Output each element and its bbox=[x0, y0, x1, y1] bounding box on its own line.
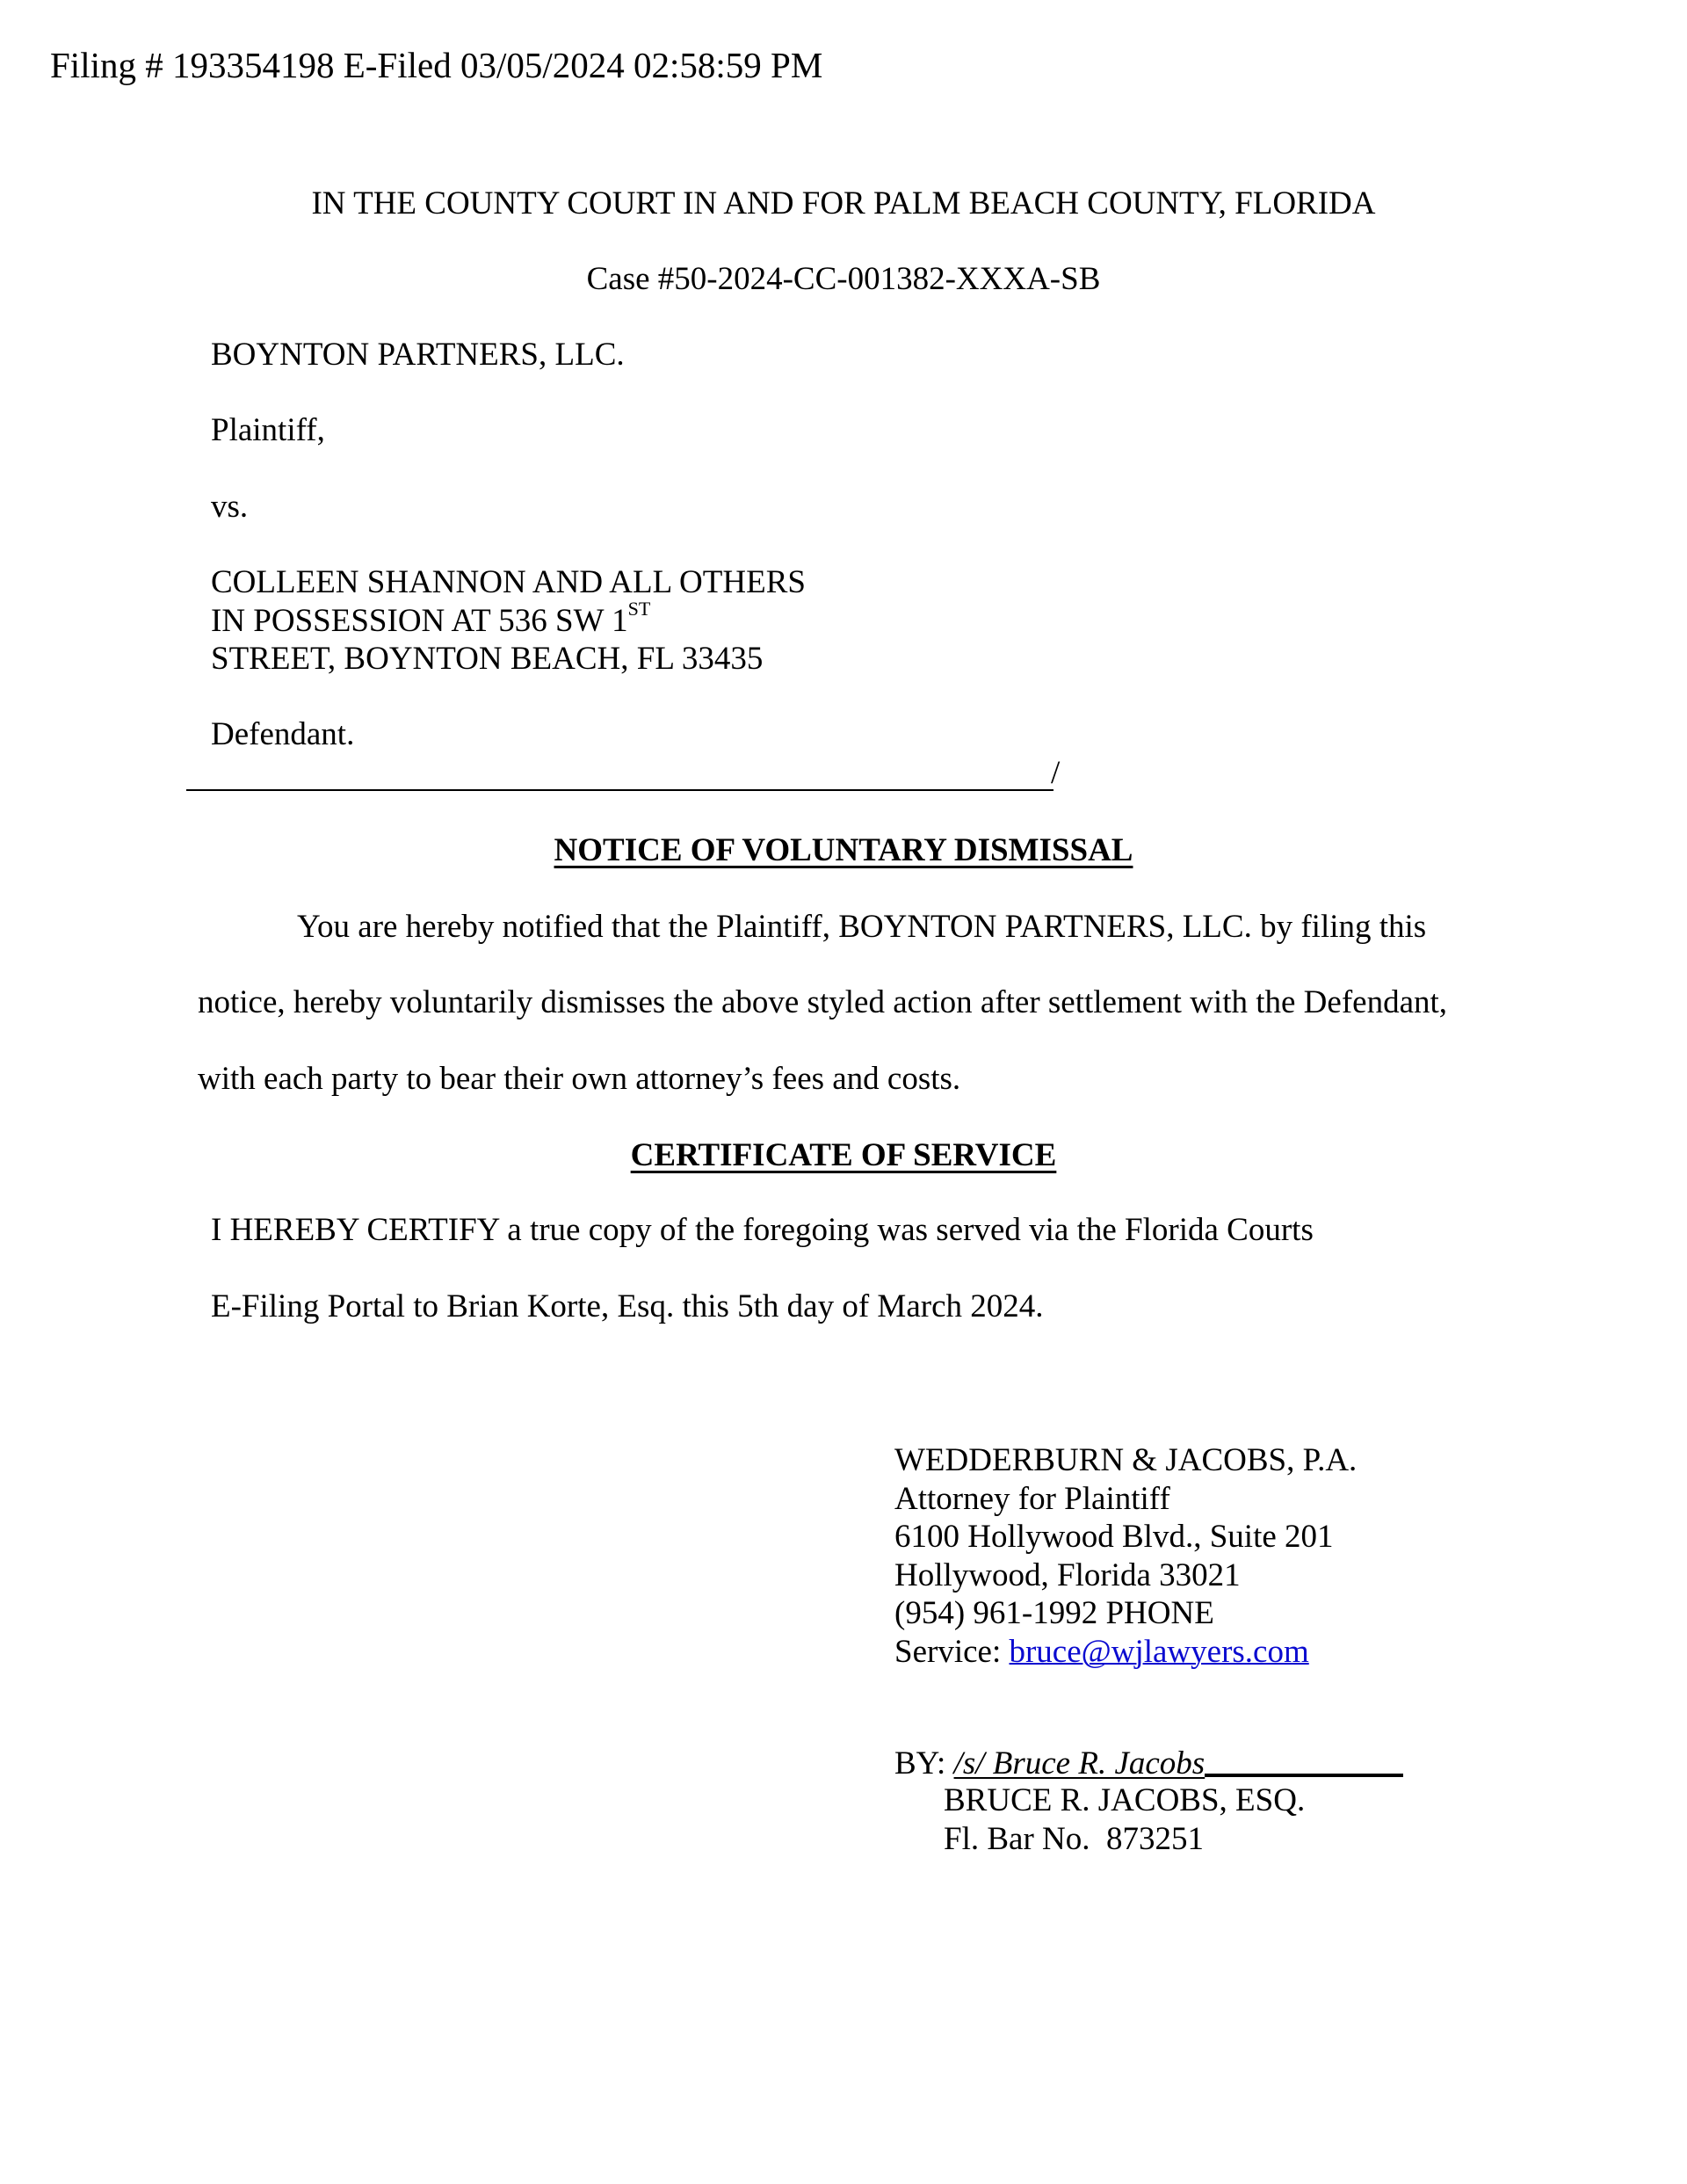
certificate-line-2: E-Filing Portal to Brian Korte, Esq. this 5th day of March 2024. bbox=[211, 1288, 1044, 1324]
filing-stamp: Filing # 193354198 E-Filed 03/05/2024 02:58:59 PM bbox=[50, 45, 823, 85]
service-email-link[interactable]: bruce@wjlawyers.com bbox=[1009, 1633, 1309, 1670]
defendant-block bbox=[211, 563, 806, 678]
defendant-line-2-text: IN POSSESSION AT 536 SW 1 bbox=[211, 602, 628, 639]
firm-address-line-2: Hollywood, Florida 33021 bbox=[894, 1556, 1241, 1593]
versus-label: vs. bbox=[211, 489, 249, 525]
notice-title-text: NOTICE OF VOLUNTARY DISMISSAL bbox=[554, 832, 1133, 868]
defendant-label: Defendant. bbox=[211, 716, 355, 752]
notice-paragraph-line-2: notice, hereby voluntarily dismisses the above styled action after settlement with the Defendant, bbox=[198, 984, 1448, 1020]
certificate-line-1: I HEREBY CERTIFY a true copy of the foregoing was served via the Florida Courts bbox=[211, 1212, 1314, 1248]
firm-name: WEDDERBURN & JACOBS, P.A. bbox=[894, 1442, 1358, 1478]
plaintiff-name: BOYNTON PARTNERS, LLC. bbox=[211, 337, 625, 373]
caption-divider-line bbox=[186, 789, 1053, 791]
firm-address-line-1: 6100 Hollywood Blvd., Suite 201 bbox=[894, 1519, 1334, 1555]
firm-phone: (954) 961-1992 PHONE bbox=[894, 1595, 1214, 1631]
plaintiff-label: Plaintiff, bbox=[211, 412, 325, 448]
defendant-line-3: STREET, BOYNTON BEACH, FL 33435 bbox=[211, 641, 764, 677]
court-title: IN THE COUNTY COURT IN AND FOR PALM BEACH COUNTY, FLORIDA bbox=[311, 185, 1376, 221]
e-signature: /s/ Bruce R. Jacobs bbox=[953, 1745, 1206, 1781]
signature-by-line bbox=[894, 1745, 1403, 1782]
attorney-role: Attorney for Plaintiff bbox=[894, 1480, 1170, 1517]
signature-underline bbox=[1205, 1774, 1403, 1777]
defendant-line-1: COLLEEN SHANNON AND ALL OTHERS bbox=[211, 564, 806, 600]
certificate-title-text: CERTIFICATE OF SERVICE bbox=[630, 1137, 1057, 1173]
notice-paragraph-line-1: You are hereby notified that the Plaintiff, BOYNTON PARTNERS, LLC. by filing this bbox=[297, 909, 1427, 945]
service-email-line bbox=[894, 1633, 1357, 1672]
certificate-title bbox=[0, 1136, 1687, 1174]
caption-slash: / bbox=[1051, 755, 1061, 791]
defendant-line-2 bbox=[211, 598, 806, 641]
signature-block bbox=[894, 1441, 1357, 1671]
ordinal-superscript: ST bbox=[627, 598, 651, 620]
notice-title bbox=[0, 831, 1687, 869]
by-label: BY: bbox=[894, 1745, 954, 1781]
notice-paragraph-line-3: with each party to bear their own attorney’s fees and costs. bbox=[198, 1061, 961, 1097]
service-label: Service: bbox=[894, 1633, 1010, 1670]
case-number: Case #50-2024-CC-001382-XXXA-SB bbox=[586, 261, 1101, 297]
attorney-name: BRUCE R. JACOBS, ESQ. bbox=[944, 1782, 1306, 1818]
bar-number: Fl. Bar No. 873251 bbox=[944, 1821, 1204, 1857]
